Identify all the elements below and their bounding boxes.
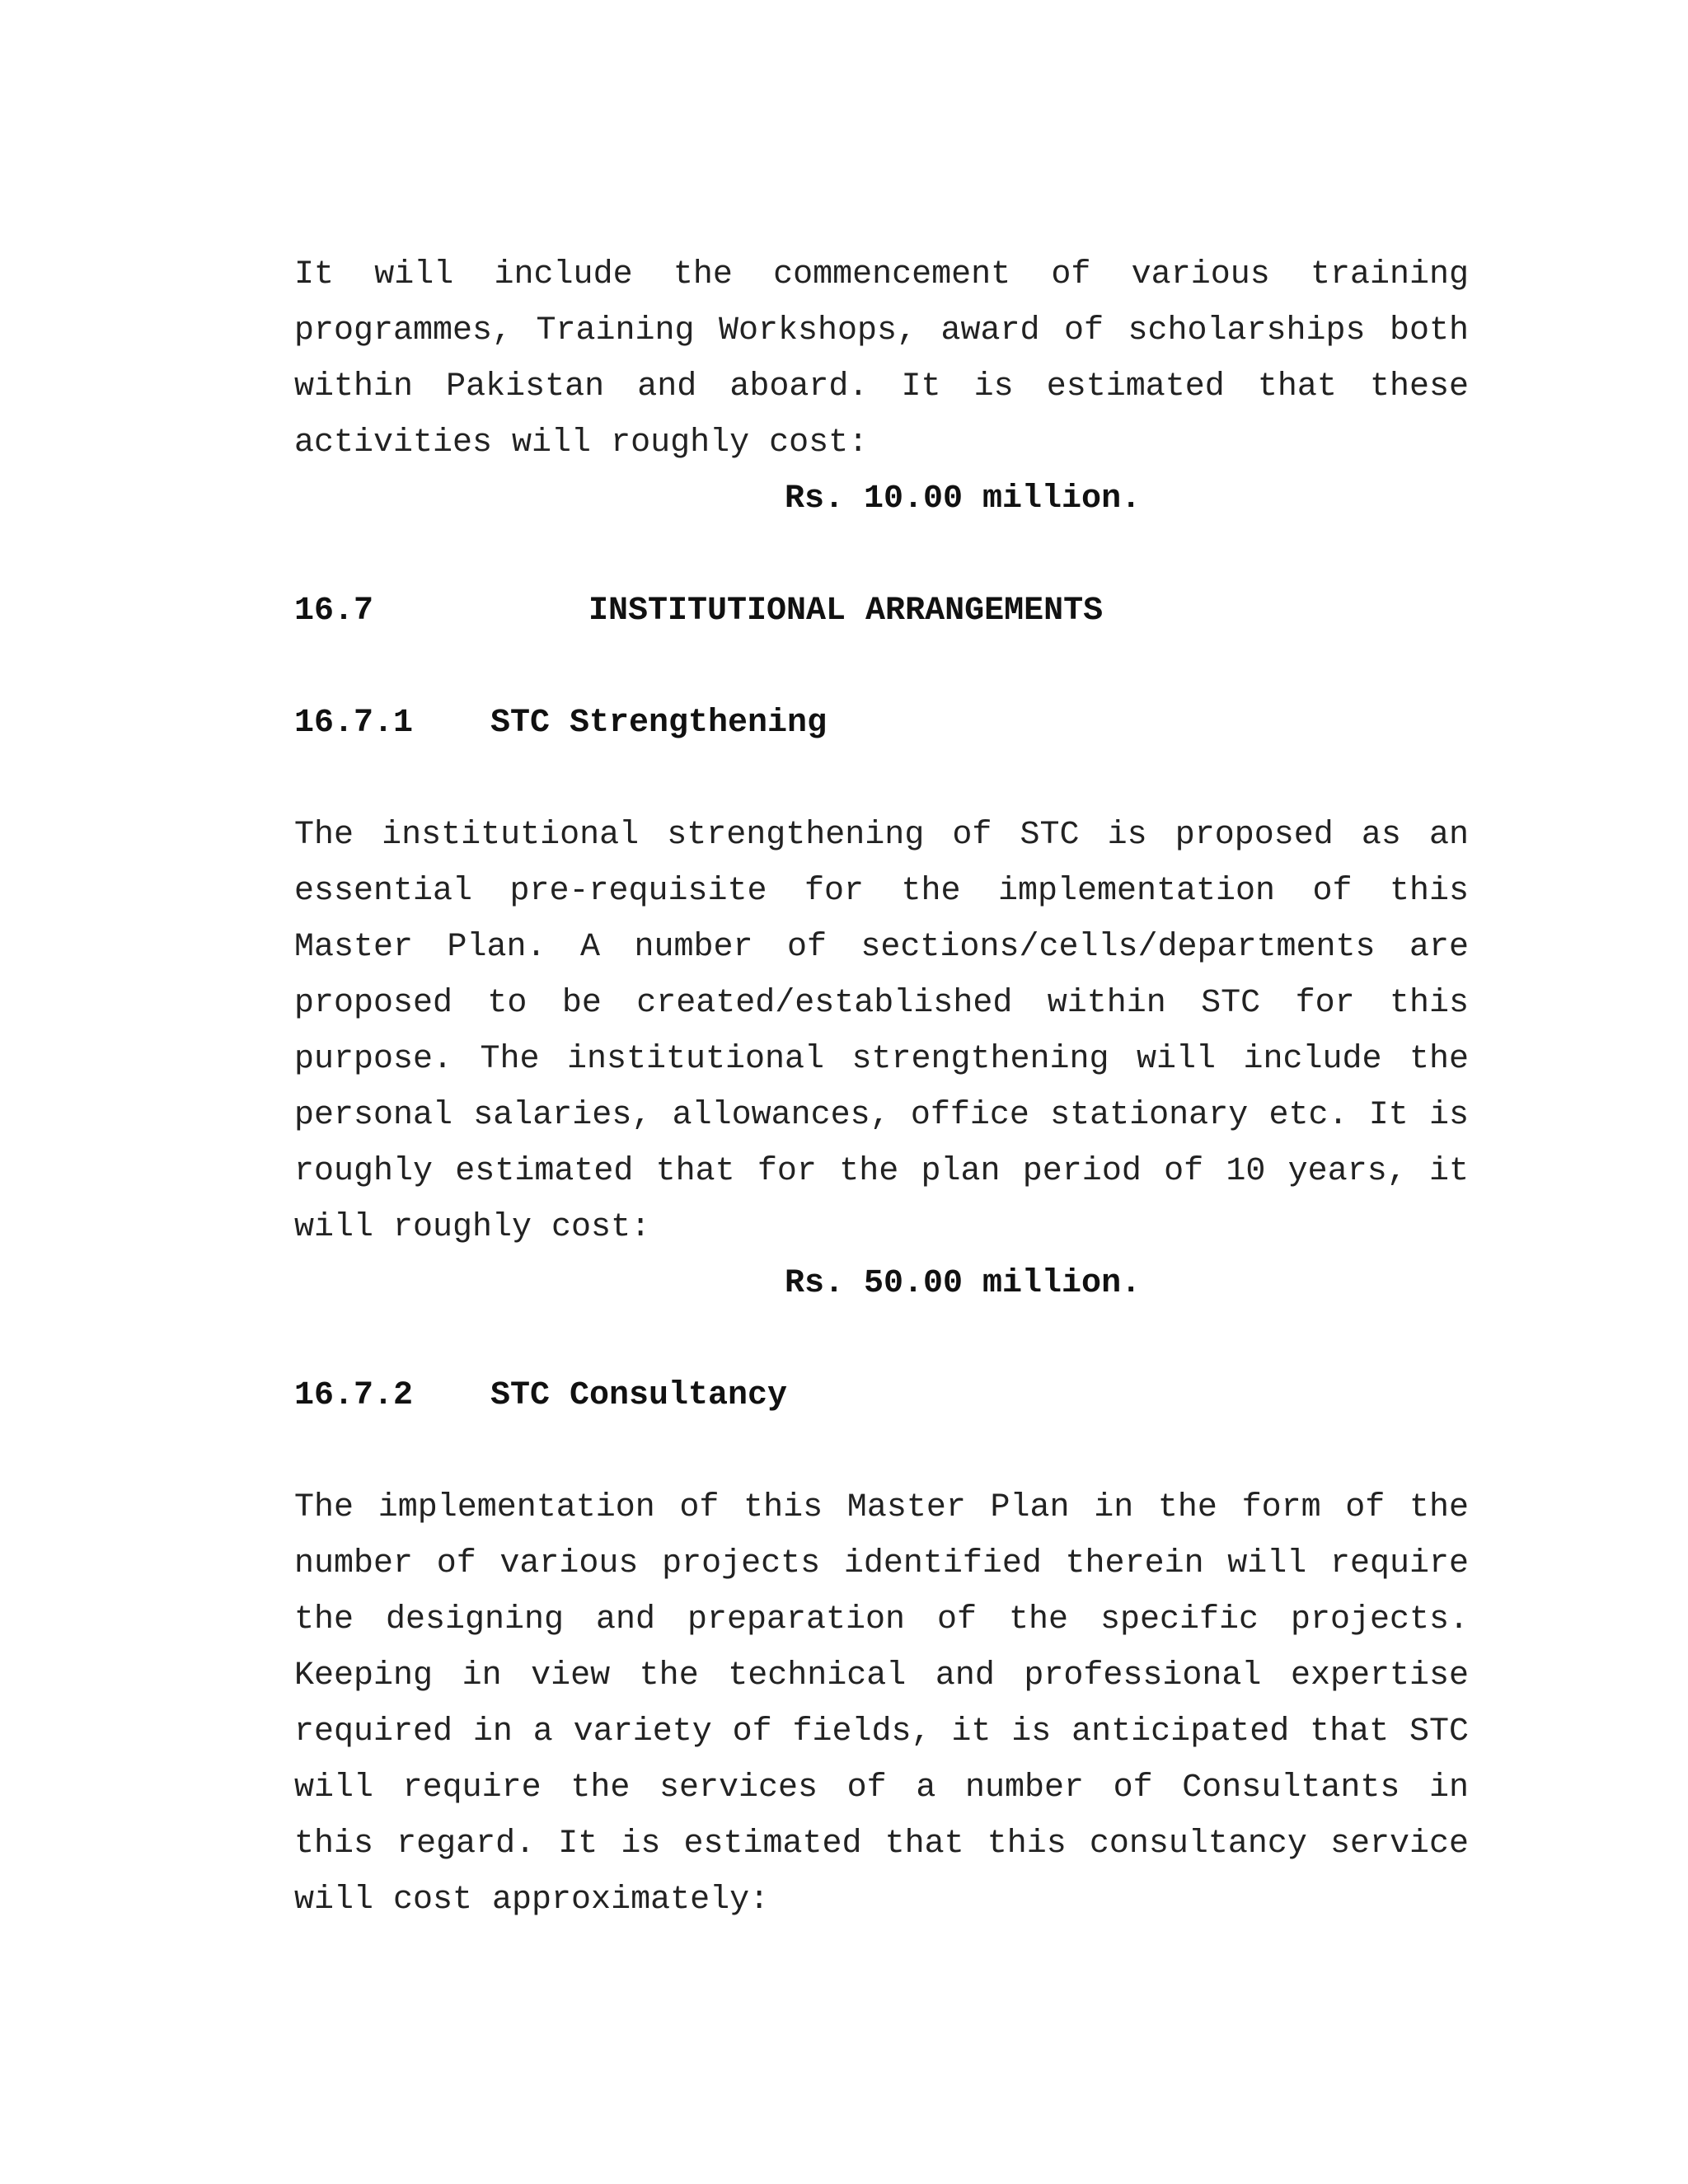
paragraph-stc-strengthening: The institutional strengthening of STC is proposed as an essential pre-requisite for the implementation of this Master Plan. A number of sections/cells/departments are proposed to be created/established within STC for this purpose. The institutional strengthening will include the personal salaries, allowances, office stationary etc. It is roughly estimated that for the plan period of 10 years, it will roughly cost: bbox=[294, 817, 1469, 1246]
spacer bbox=[294, 1424, 1469, 1480]
subsection-number: 16.7.1 bbox=[294, 705, 414, 742]
subsection-title: STC Consultancy bbox=[490, 1377, 788, 1414]
subsection-number: 16.7.2 bbox=[294, 1377, 414, 1414]
amount-strengthening: Rs. 50.00 million. bbox=[785, 1265, 1142, 1302]
document-page bbox=[294, 247, 1469, 1929]
paragraph-stc-consultancy: The implementation of this Master Plan in the form of the number of various projects identified therein will require the designing and preparation of the specific projects. Keeping in view the technical and professional expertise required in a variety of fields, it is anticipated that STC will require the services of a number of Consultants in this regard. It is estimated that this consultancy service will cost approximately: bbox=[294, 1489, 1469, 1919]
spacer bbox=[294, 752, 1469, 808]
section-heading-16-7-2 bbox=[294, 1368, 1469, 1424]
spacer bbox=[294, 1312, 1469, 1368]
spacer bbox=[294, 527, 1469, 583]
section-title: INSTITUTIONAL ARRANGEMENTS bbox=[588, 593, 1104, 630]
paragraph-training-cost: It will include the commencement of various training programmes, Training Workshops, award of scholarships both within Pakistan and aboard. It is estimated that these activities will roughly cost: bbox=[294, 256, 1469, 462]
section-heading-16-7-1 bbox=[294, 696, 1469, 752]
section-number: 16.7 bbox=[294, 593, 374, 630]
amount-training: Rs. 10.00 million. bbox=[785, 480, 1142, 518]
spacer bbox=[294, 640, 1469, 696]
section-heading-16-7 bbox=[294, 583, 1469, 640]
subsection-title: STC Strengthening bbox=[490, 705, 828, 742]
